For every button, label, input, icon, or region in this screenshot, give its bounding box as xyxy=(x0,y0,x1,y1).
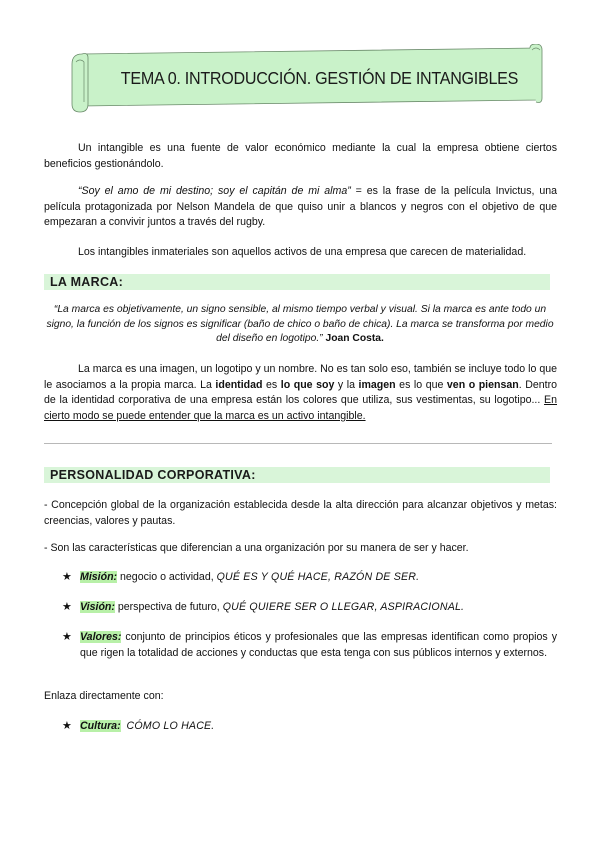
marca-quote-text: “La marca es objetivamente, un signo sensible, al mismo tiempo verbal y visual. Si la marca es ante todo un signo, la función de los signos es significar (baño de chico o baño de chica). La marca se transforma por medio del diseño en logotipo.” xyxy=(46,304,554,344)
marca-text-e: . Dentro de la identidad corporativa de una empresa están los colores que utiliza, sus vestimentas, su logotipo... xyxy=(44,378,558,407)
marca-ven-o-piensan: ven o piensan xyxy=(446,378,519,391)
cultura-caps: CÓMO LO HACE. xyxy=(126,720,215,732)
star-icon: ★ xyxy=(62,631,72,643)
marca-underlined-conclusion: En cierto modo se puede entender que la marca es un activo intangible. xyxy=(44,394,557,422)
document-title: TEMA 0. INTRODUCCIÓN. GESTIÓN DE INTANGIBLES xyxy=(120,68,519,88)
marca-text-a: La marca es una imagen, un logotipo y un nombre. No es tan solo eso, también se incluye todo lo que le asociamos a la propia marca. La xyxy=(44,363,557,391)
marca-text-b: es xyxy=(262,378,281,391)
personalidad-paragraph-2: - Son las características que diferencian a una organización por su manera de ser y hacer. xyxy=(44,542,469,554)
term-cultura: Cultura: xyxy=(80,720,121,732)
section-divider xyxy=(44,443,552,444)
intro-paragraph-2 xyxy=(44,184,557,231)
term-mision: Misión: xyxy=(80,571,118,583)
section-header-marca xyxy=(44,274,550,290)
section-header-personalidad xyxy=(44,467,550,483)
intro-paragraph-1: Un intangible es una fuente de valor económico mediante la cual la empresa obtiene ciertos beneficios gestionándolo. xyxy=(44,142,557,170)
marca-quote-author: Joan Costa. xyxy=(325,333,384,344)
marca-identidad: identidad xyxy=(215,378,263,391)
section-title-marca: LA MARCA: xyxy=(50,275,124,289)
section-title-personalidad: PERSONALIDAD CORPORATIVA: xyxy=(50,468,256,482)
invictus-quote: “Soy el amo de mi destino; soy el capitán de mi alma” xyxy=(78,185,351,197)
intro-paragraph-2-rest: = es la frase de la película Invictus, una película protagonizada por Nelson Mandela de que quiso unir a blancos y negros con el objetivo de que empezaran a convivir juntos a través del rugby. xyxy=(44,185,557,229)
marca-text-c: y la xyxy=(334,378,359,391)
vision-text: perspectiva de futuro, xyxy=(114,601,223,613)
star-icon: ★ xyxy=(62,720,72,732)
marca-quote xyxy=(44,303,556,347)
personalidad-paragraph-1: - Concepción global de la organización establecida desde la alta dirección para alcanzar objetivos y metas: creencias, valores y pautas. xyxy=(44,499,557,527)
enlaza-text: Enlaza directamente con: xyxy=(44,690,164,702)
vision-caps: QUÉ QUIERE SER O LLEGAR, ASPIRACIONAL. xyxy=(222,601,465,613)
valores-text: conjunto de principios éticos y profesionales que las empresas identifican como propios y que rigen la totalidad de acciones y conductas que esta tenga con sus públicos internos y externos. xyxy=(80,631,557,659)
marca-imagen: imagen xyxy=(358,378,396,391)
mision-caps: QUÉ ES Y QUÉ HACE, RAZÓN DE SER. xyxy=(216,571,420,583)
star-icon: ★ xyxy=(62,571,72,583)
intro-paragraph-3: Los intangibles inmateriales son aquellos activos de una empresa que carecen de materialidad. xyxy=(78,246,527,258)
marca-lo-que-soy: lo que soy xyxy=(280,378,335,391)
marca-text-d: es lo que xyxy=(395,378,447,391)
star-icon: ★ xyxy=(62,601,72,613)
marca-paragraph xyxy=(44,362,557,424)
title-banner xyxy=(68,44,546,114)
term-vision: Visión: xyxy=(80,601,115,613)
term-valores: Valores: xyxy=(80,631,122,643)
mision-text: negocio o actividad, xyxy=(117,571,217,583)
